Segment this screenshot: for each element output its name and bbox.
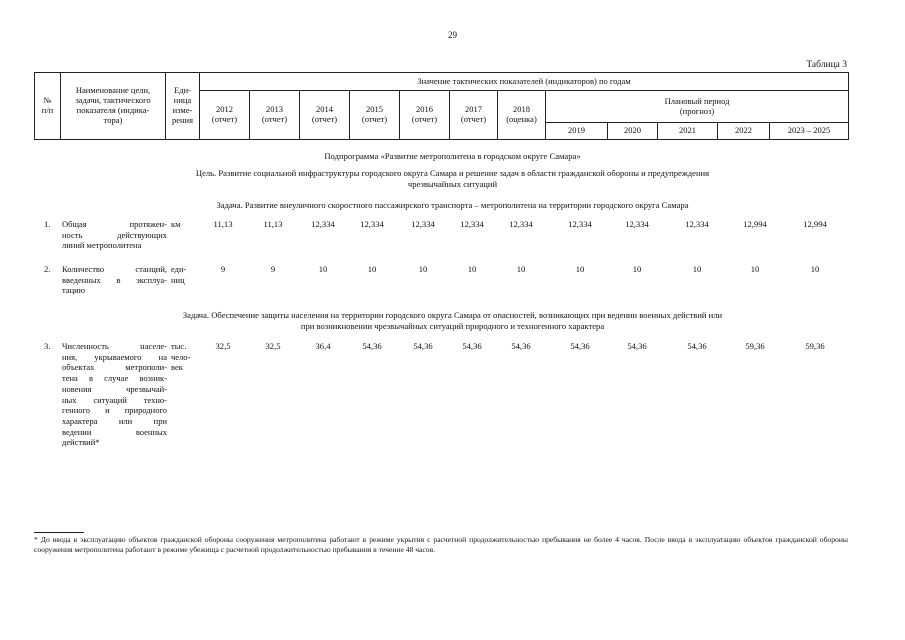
value-2015: 12,334 [360,219,384,229]
row-number: 3. [44,341,51,351]
value-2021: 54,36 [687,341,707,351]
value-2012: 32,5 [215,341,231,351]
header-unit: Еди- ница изме- рения [166,73,200,140]
header-year-2013: 2013 (отчет) [250,91,300,140]
header-year-2017: 2017 (отчет) [450,91,498,140]
value-2013: 11,13 [263,219,283,229]
task-1-text: Задача. Развитие внеуличного скоростного пассажирского транспорта – метрополитена на территории городского округа Самара [216,200,689,210]
value-2017: 10 [467,264,477,274]
header-plan-2021: 2021 [658,123,718,140]
value-2018: 54,36 [511,341,531,351]
value-2012: 9 [220,264,226,274]
header-year-2018: 2018 (оценка) [498,91,546,140]
header-number: № п/п [35,73,61,140]
header-year-2014: 2014 (отчет) [300,91,350,140]
value-2020: 54,36 [627,341,647,351]
header-year-2015: 2015 (отчет) [350,91,400,140]
value-2023-2025: 59,36 [805,341,825,351]
row-unit: еди- ниц [171,264,187,285]
value-2016: 10 [418,264,428,274]
value-2018: 12,334 [509,219,533,229]
subprogram-title: Подпрограмма «Развитие метрополитена в городском округе Самара» [324,151,581,161]
table-header [34,72,849,140]
value-2020: 10 [632,264,642,274]
value-2014: 12,334 [311,219,335,229]
value-2012: 11,13 [213,219,233,229]
value-2019: 12,334 [568,219,592,229]
value-2019: 10 [575,264,585,274]
value-2014: 36,4 [315,341,331,351]
value-2016: 54,36 [413,341,433,351]
footnote-divider [34,532,84,533]
value-2021: 12,334 [685,219,709,229]
task-2-text: Задача. Обеспечение защиты населения на территории городского округа Самара от опасностей, возникающих при ведении военных действий или при возникновении чрезвычайных ситуаций природного и техногенного характера [182,310,723,331]
footnote: * До ввода в эксплуатацию объектов гражданской обороны сооружения метрополитена работают в режиме укрытия с расчетной продолжительностью пребывания не более 4 часов. После ввода в эксплуатацию объектов гражданской обороны сооружения метрополитена работают в режиме убежища с расчетной продолжительностью пребывания в течение 48 часов. [34,535,848,555]
header-name: Наименование цели, задачи, тактического показателя (индика- тора) [61,73,166,140]
page-number: 29 [448,30,457,40]
value-2023-2025: 12,994 [803,219,827,229]
row-name: Численность населе- ния, укрываемого на объектах метрополи- тена в случае возник- новения чрезвычай- ных ситуаций техно- генного и природного характера или при ведении военных действий* [62,341,167,448]
header-plan-period: Плановый период (прогноз) [546,91,849,123]
value-2018: 10 [516,264,526,274]
header-plan-2023-2025: 2023 – 2025 [770,123,849,140]
header-values-group: Значение тактических показателей (индикаторов) по годам [200,73,849,91]
header-plan-2019: 2019 [546,123,608,140]
row-unit: тыс. чело- век [171,341,191,373]
value-2022: 12,994 [743,219,767,229]
value-2020: 12,334 [625,219,649,229]
value-2022: 59,36 [745,341,765,351]
value-2014: 10 [318,264,328,274]
value-2021: 10 [692,264,702,274]
header-plan-2020: 2020 [608,123,658,140]
row-number: 2. [44,264,51,274]
value-2017: 12,334 [460,219,484,229]
goal-text: Цель. Развитие социальной инфраструктуры городского округа Самара и решение задач в области гражданской обороны и предупреждения чрезвычайных ситуаций [195,168,710,189]
header-year-2012: 2012 (отчет) [200,91,250,140]
value-2022: 10 [750,264,760,274]
table-label: Таблица 3 [806,60,847,70]
value-2015: 54,36 [362,341,382,351]
value-2016: 12,334 [411,219,435,229]
row-unit: км [171,219,181,229]
value-2013: 32,5 [265,341,281,351]
header-year-2016: 2016 (отчет) [400,91,450,140]
row-name: Общая протяжен- ность действующих линий метрополитена [62,219,167,251]
row-name: Количество станций, введенных в эксплуа- тацию [62,264,167,296]
value-2017: 54,36 [462,341,482,351]
row-number: 1. [44,219,51,229]
value-2013: 9 [270,264,276,274]
header-plan-2022: 2022 [718,123,770,140]
value-2015: 10 [367,264,377,274]
value-2023-2025: 10 [810,264,820,274]
value-2019: 54,36 [570,341,590,351]
